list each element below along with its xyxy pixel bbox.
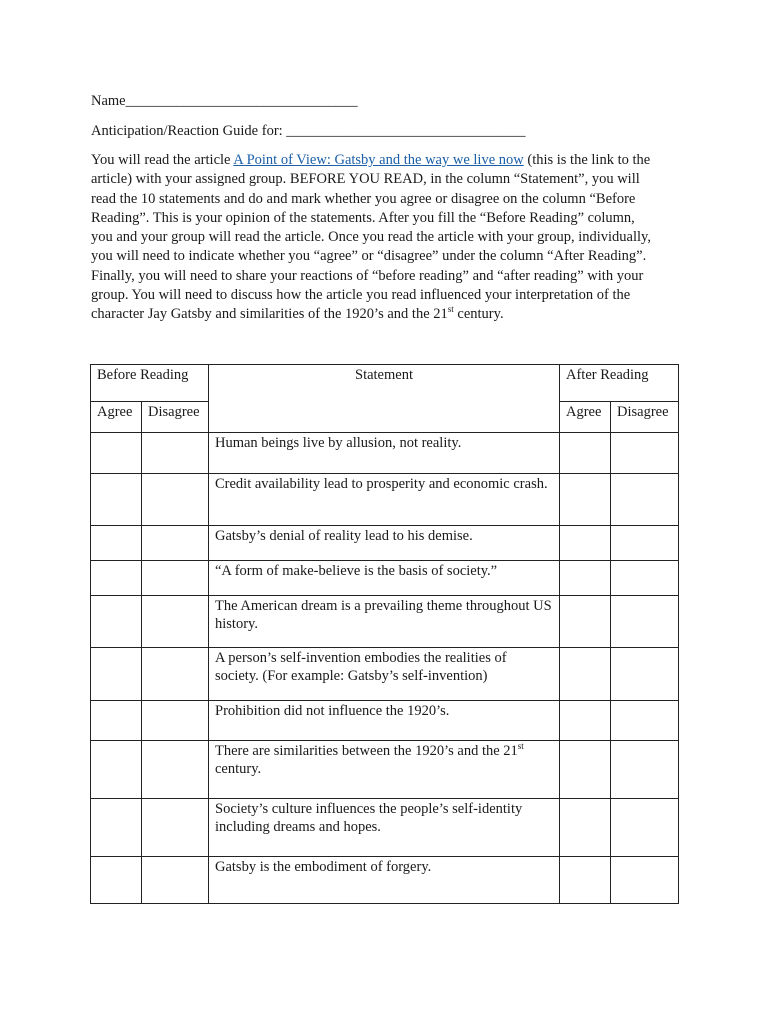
before-agree-cell[interactable] xyxy=(91,701,142,741)
statement-cell: Credit availability lead to prosperity and economic crash. xyxy=(209,474,560,526)
before-disagree-cell[interactable] xyxy=(142,857,209,904)
after-agree-cell[interactable] xyxy=(560,741,611,799)
after-agree-cell[interactable] xyxy=(560,433,611,474)
statement-cell: Society’s culture influences the people’s self-identity including dreams and hopes. xyxy=(209,799,560,857)
table-row xyxy=(91,433,679,474)
table-row xyxy=(91,648,679,701)
statement-header: Statement xyxy=(209,365,560,433)
after-disagree-cell[interactable] xyxy=(611,561,679,596)
statement-cell: Prohibition did not influence the 1920’s. xyxy=(209,701,560,741)
name-label: Name xyxy=(91,93,126,109)
table-row xyxy=(91,701,679,741)
statement-cell xyxy=(209,741,560,799)
table-row xyxy=(91,526,679,561)
before-agree-cell[interactable] xyxy=(91,596,142,648)
after-disagree-cell[interactable] xyxy=(611,596,679,648)
after-disagree-cell[interactable] xyxy=(611,648,679,701)
before-agree-cell[interactable] xyxy=(91,857,142,904)
intro-line: read the 10 statements and do and mark whether you agree or disagree on the column “Before xyxy=(91,190,636,207)
name-field[interactable] xyxy=(91,92,358,111)
after-agree-cell[interactable] xyxy=(560,474,611,526)
anticipation-guide-table xyxy=(90,364,679,904)
table-row xyxy=(91,857,679,904)
intro-line: you will need to indicate whether you “agree” or “disagree” under the column “After Reading”. xyxy=(91,248,647,265)
before-disagree-cell[interactable] xyxy=(142,596,209,648)
table-header-row xyxy=(91,365,679,402)
after-agree-cell[interactable] xyxy=(560,799,611,857)
before-agree-cell[interactable] xyxy=(91,799,142,857)
before-disagree-cell[interactable] xyxy=(142,799,209,857)
intro-line: you and your group will read the article. Once you read the article with your group, individually, xyxy=(91,229,651,246)
statement-cell: Gatsby’s denial of reality lead to his demise. xyxy=(209,526,560,561)
intro-line: Finally, you will need to share your reactions of “before reading” and “after reading” with your xyxy=(91,267,644,284)
statement-8-rest: century. xyxy=(215,760,262,777)
before-disagree-cell[interactable] xyxy=(142,433,209,474)
before-agree-cell[interactable] xyxy=(91,741,142,799)
guide-label: Anticipation/Reaction Guide for: xyxy=(91,123,283,139)
table-row xyxy=(91,799,679,857)
statement-cell: The American dream is a prevailing theme throughout US history. xyxy=(209,596,560,648)
after-agree-cell[interactable] xyxy=(560,561,611,596)
statement-cell: Gatsby is the embodiment of forgery. xyxy=(209,857,560,904)
statement-cell: Human beings live by allusion, not reality. xyxy=(209,433,560,474)
after-disagree-cell[interactable] xyxy=(611,526,679,561)
before-disagree-header: Disagree xyxy=(142,402,209,433)
instructions-paragraph xyxy=(91,151,681,325)
after-agree-cell[interactable] xyxy=(560,596,611,648)
before-disagree-cell[interactable] xyxy=(142,474,209,526)
after-disagree-cell[interactable] xyxy=(611,799,679,857)
table-row xyxy=(91,561,679,596)
after-disagree-cell[interactable] xyxy=(611,433,679,474)
intro-line1-rest: (this is the link to the xyxy=(523,152,651,168)
intro-line: group. You will need to discuss how the article you read influenced your interpretation of the xyxy=(91,287,631,304)
before-agree-cell[interactable] xyxy=(91,561,142,596)
statement-8-text: There are similarities between the 1920’s and the 21 xyxy=(215,743,518,759)
after-disagree-header: Disagree xyxy=(611,402,679,433)
article-link[interactable]: A Point of View: Gatsby and the way we live now xyxy=(233,152,524,168)
intro-prefix: You will read the article xyxy=(91,152,234,168)
intro-line9-a: character Jay Gatsby and similarities of the 1920’s and the 21 xyxy=(91,306,448,323)
before-disagree-cell[interactable] xyxy=(142,526,209,561)
statement-8-sup: st xyxy=(517,741,524,751)
after-agree-cell[interactable] xyxy=(560,701,611,741)
name-blank[interactable]: ________________________________ xyxy=(125,93,358,109)
table-row xyxy=(91,474,679,526)
before-disagree-cell[interactable] xyxy=(142,561,209,596)
after-reading-header: After Reading xyxy=(560,365,679,402)
before-disagree-cell[interactable] xyxy=(142,741,209,799)
table-row xyxy=(91,596,679,648)
statement-cell: A person’s self-invention embodies the realities of society. (For example: Gatsby’s self-invention) xyxy=(209,648,560,701)
intro-line: Reading”. This is your opinion of the statements. After you fill the “Before Reading” column, xyxy=(91,209,635,226)
after-agree-cell[interactable] xyxy=(560,648,611,701)
after-agree-header: Agree xyxy=(560,402,611,433)
after-agree-cell[interactable] xyxy=(560,526,611,561)
before-reading-header: Before Reading xyxy=(91,365,209,402)
statement-cell: “A form of make-believe is the basis of society.” xyxy=(209,561,560,596)
before-agree-cell[interactable] xyxy=(91,648,142,701)
guide-blank[interactable]: _________________________________ xyxy=(286,123,526,139)
after-disagree-cell[interactable] xyxy=(611,857,679,904)
before-agree-cell[interactable] xyxy=(91,526,142,561)
before-disagree-cell[interactable] xyxy=(142,648,209,701)
after-disagree-cell[interactable] xyxy=(611,701,679,741)
before-agree-header: Agree xyxy=(91,402,142,433)
intro-line9-b: century. xyxy=(453,306,504,323)
intro-line9-sup: st xyxy=(447,304,454,315)
intro-line: article) with your assigned group. BEFORE YOU READ, in the column “Statement”, you will xyxy=(91,171,640,188)
before-disagree-cell[interactable] xyxy=(142,701,209,741)
after-disagree-cell[interactable] xyxy=(611,741,679,799)
after-agree-cell[interactable] xyxy=(560,857,611,904)
table-row xyxy=(91,741,679,799)
after-disagree-cell[interactable] xyxy=(611,474,679,526)
before-agree-cell[interactable] xyxy=(91,474,142,526)
before-agree-cell[interactable] xyxy=(91,433,142,474)
guide-title-field[interactable] xyxy=(91,122,526,141)
